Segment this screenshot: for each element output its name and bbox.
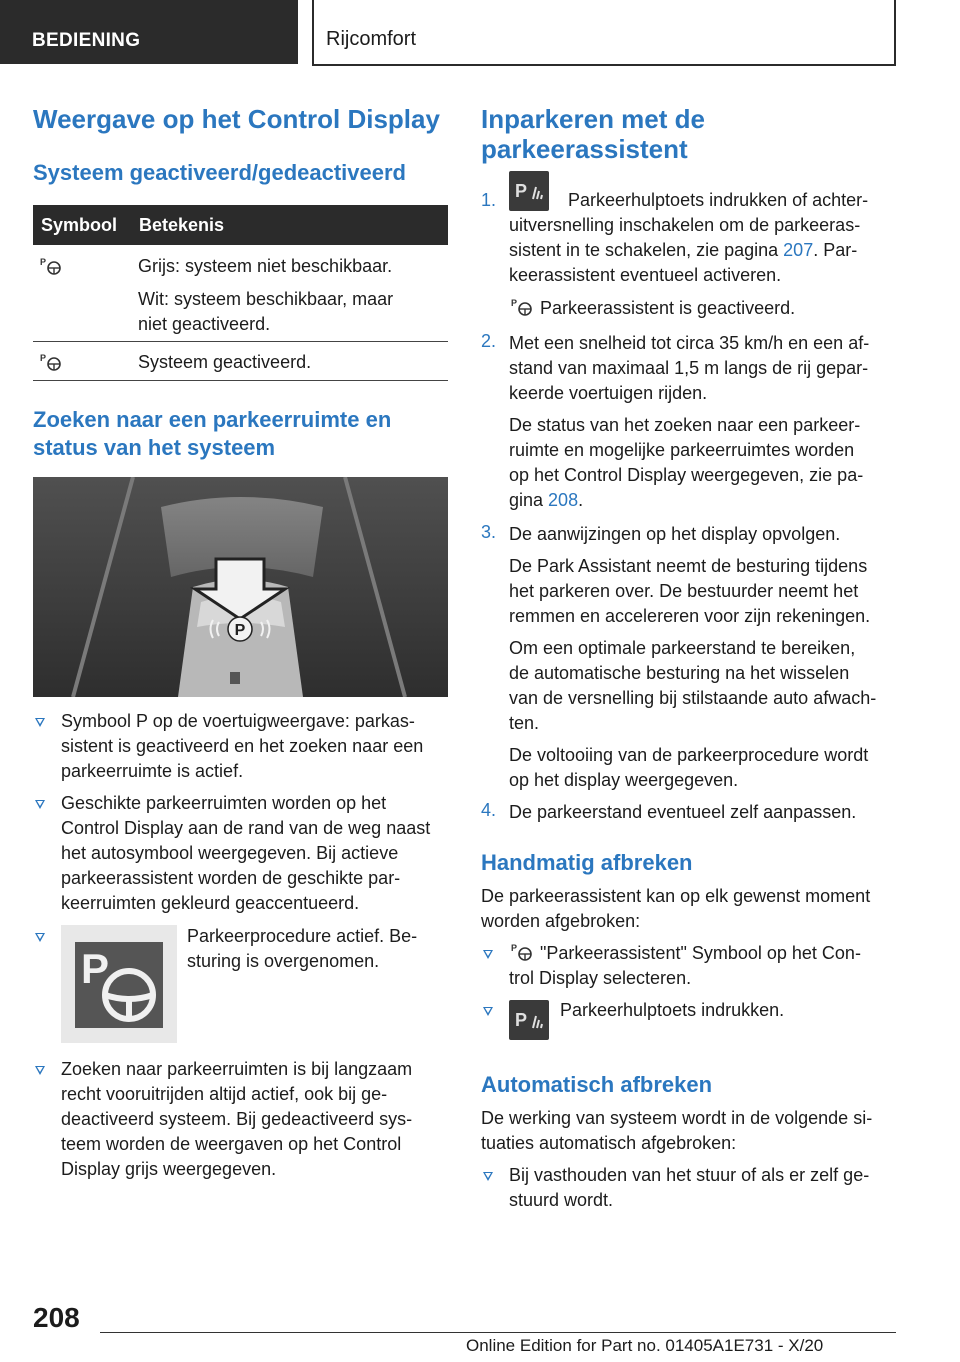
section-heading-display: Weergave op het Control Display: [33, 104, 440, 134]
bullet-icon: [35, 800, 45, 809]
manual-bullet1-line2: trol Display selecteren.: [509, 968, 692, 988]
step1-line2: uitversnelling inschakelen om de parkeeras-: [509, 215, 861, 235]
step2-line2: stand van maximaal 1,5 m langs de rij gepar-: [509, 358, 869, 378]
bullet-icon: [483, 950, 493, 959]
step-number: 4.: [481, 800, 497, 820]
step2-line6: op het Control Display weergegeven, zie pa-: [509, 465, 864, 485]
bullet4-line1: Zoeken naar parkeerruimten is bij langzaam: [61, 1059, 413, 1079]
chapter-label: Rijcomfort: [326, 28, 417, 50]
park-assist-icon: [40, 256, 62, 276]
subheading-status: Systeem geactiveerd/gedeactiveerd: [33, 160, 406, 185]
bullet1-line2: sistent is geactiveerd en het zoeken naar een: [61, 736, 424, 756]
chapter-tab: [312, 0, 896, 66]
park-symbol-label: P: [234, 622, 246, 639]
step3-line4: remmen en accelereren voor zijn rekeningen.: [509, 606, 871, 626]
subheading-auto-cancel: Automatisch afbreken: [481, 1072, 713, 1097]
auto-bullet1-line1: Bij vasthouden van het stuur of als er zelf ge-: [509, 1165, 870, 1185]
table-row1-text2a: Wit: systeem beschikbaar, maar: [138, 289, 394, 309]
step2-line3: keerde voertuigen rijden.: [509, 383, 708, 403]
park-assist-active-icon: [511, 297, 533, 317]
step3-line6: de automatische besturing na het wisselen: [509, 663, 850, 683]
svg-text:P: P: [515, 181, 528, 201]
step2-line5: ruimte en mogelijke parkeerruimtes worden: [509, 440, 855, 460]
step-number: 1.: [481, 190, 497, 210]
bullet1-line1: Symbool P op de voertuigweergave: parkas-: [61, 711, 415, 731]
bullet4-line3: deactiveerd systeem. Bij gedeactiveerd sys-: [61, 1109, 413, 1129]
step3-line8: ten.: [509, 713, 540, 733]
section-heading-park-b: parkeerassistent: [481, 134, 688, 164]
park-assist-icon: [511, 942, 533, 962]
step-number: 2.: [481, 331, 497, 351]
page-link-207[interactable]: 207: [783, 240, 814, 260]
bullet3-line2: sturing is overgenomen.: [187, 951, 380, 971]
step2-line4: De status van het zoeken naar een parkeer-: [509, 415, 861, 435]
bullet4-line2: recht vooruitrijden altijd actief, ook bij ge-: [61, 1084, 388, 1104]
manual-intro-line2: worden afgebroken:: [481, 911, 641, 931]
section-tab: [0, 0, 298, 64]
step1-line3-tail: . Par-: [813, 240, 858, 260]
step1-line4: keerassistent eventueel activeren.: [509, 265, 782, 285]
parking-scene-drawing: [33, 477, 448, 697]
section-heading-park-a: Inparkeren met de: [481, 104, 705, 134]
bullet2-line2: Control Display aan de rand van de weg naast: [61, 818, 431, 838]
step2-line1: Met een snelheid tot circa 35 km/h en een af-: [509, 333, 870, 353]
step1-line3-text: sistent in te schakelen, zie pagina: [509, 240, 784, 260]
subheading-search-b: status van het systeem: [33, 435, 276, 460]
subheading-manual-cancel: Handmatig afbreken: [481, 850, 693, 875]
bullet2-line1: Geschikte parkeerruimten worden op het: [61, 793, 387, 813]
svg-text:P: P: [511, 298, 518, 308]
step1-line1: Parkeerhulptoets indrukken of achter-: [568, 190, 869, 210]
step-number: 3.: [481, 522, 497, 542]
footer-divider: [100, 1332, 896, 1333]
bullet1-line3: parkeerruimte is actief.: [61, 761, 244, 781]
svg-text:P: P: [81, 945, 110, 992]
table-header: [33, 205, 448, 245]
bullet4-line5: Display grijs weergegeven.: [61, 1159, 277, 1179]
manual-bullet1-line1: "Parkeerassistent" Symbool op het Con-: [540, 943, 861, 963]
svg-text:P: P: [40, 353, 47, 363]
manual-intro-line1: De parkeerassistent kan op elk gewenst moment: [481, 886, 871, 906]
park-assist-button-icon: [509, 1000, 549, 1040]
bullet-icon: [35, 933, 45, 942]
table-col-meaning: Betekenis: [139, 215, 225, 235]
svg-text:P: P: [40, 257, 47, 267]
bullet-icon: [35, 1066, 45, 1075]
step3-line5: Om een optimale parkeerstand te bereiken,: [509, 638, 856, 658]
step3-line3: het parkeren over. De bestuurder neemt het: [509, 581, 859, 601]
bullet4-line4: teem worden de weergaven op het Control: [61, 1134, 402, 1154]
page-number: 208: [33, 1302, 80, 1333]
bullet2-line3: het autosymbool weergegeven. Bij actieve: [61, 843, 399, 863]
auto-intro-line1: De werking van systeem wordt in de volgende si-: [481, 1108, 873, 1128]
table-row1-text2b: niet geactiveerd.: [138, 314, 271, 334]
manual-bullet2: Parkeerhulptoets indrukken.: [560, 1000, 785, 1020]
park-assist-button-icon: [509, 171, 549, 211]
steering-park-icon: [61, 925, 177, 1043]
page-link-208[interactable]: 208: [548, 490, 579, 510]
table-row1-text1: Grijs: systeem niet beschikbaar.: [138, 256, 393, 276]
table-row2-text: Systeem geactiveerd.: [138, 352, 312, 372]
svg-text:P: P: [515, 1010, 528, 1030]
step1-line3: [509, 238, 857, 263]
table-bottom-border: [33, 380, 448, 381]
parking-display-illustration: [33, 477, 448, 697]
bullet-icon: [35, 718, 45, 727]
step2-line7-text: gina: [509, 490, 549, 510]
subheading-search-a: Zoeken naar een parkeerruimte en: [33, 407, 392, 432]
table-col-symbol: Symbool: [41, 215, 118, 235]
step3-line7: van de versnelling bij stilstaande auto afwach-: [509, 688, 877, 708]
auto-intro-line2: tuaties automatisch afgebroken:: [481, 1133, 737, 1153]
auto-bullet1-line2: stuurd wordt.: [509, 1190, 614, 1210]
step3-line9: De voltooiing van de parkeerprocedure wordt: [509, 745, 869, 765]
section-label: BEDIENING: [32, 30, 141, 51]
step3-line10: op het display weergegeven.: [509, 770, 739, 790]
bullet3-line1: Parkeerprocedure actief. Be-: [187, 926, 418, 946]
svg-text:P: P: [511, 943, 518, 953]
step3-line2: De Park Assistant neemt de besturing tijdens: [509, 556, 868, 576]
bullet-icon: [483, 1172, 493, 1181]
footer-edition: Online Edition for Part no. 01405A1E731 - X/20: [466, 1336, 824, 1355]
bullet2-line5: keerruimten gekleurd geaccentueerd.: [61, 893, 360, 913]
bullet-icon: [483, 1007, 493, 1016]
bullet2-line4: parkeerassistent worden de geschikte par-: [61, 868, 401, 888]
step1-line5: Parkeerassistent is geactiveerd.: [540, 298, 796, 318]
table-divider: [33, 341, 448, 342]
step2-line7-tail: .: [578, 490, 584, 510]
steering-park-icon-frame: [61, 925, 177, 1043]
step4-line1: De parkeerstand eventueel zelf aanpassen.: [509, 802, 857, 822]
park-assist-active-icon: [40, 352, 62, 372]
step2-line7: [509, 488, 583, 513]
step3-line1: De aanwijzingen op het display opvolgen.: [509, 524, 841, 544]
